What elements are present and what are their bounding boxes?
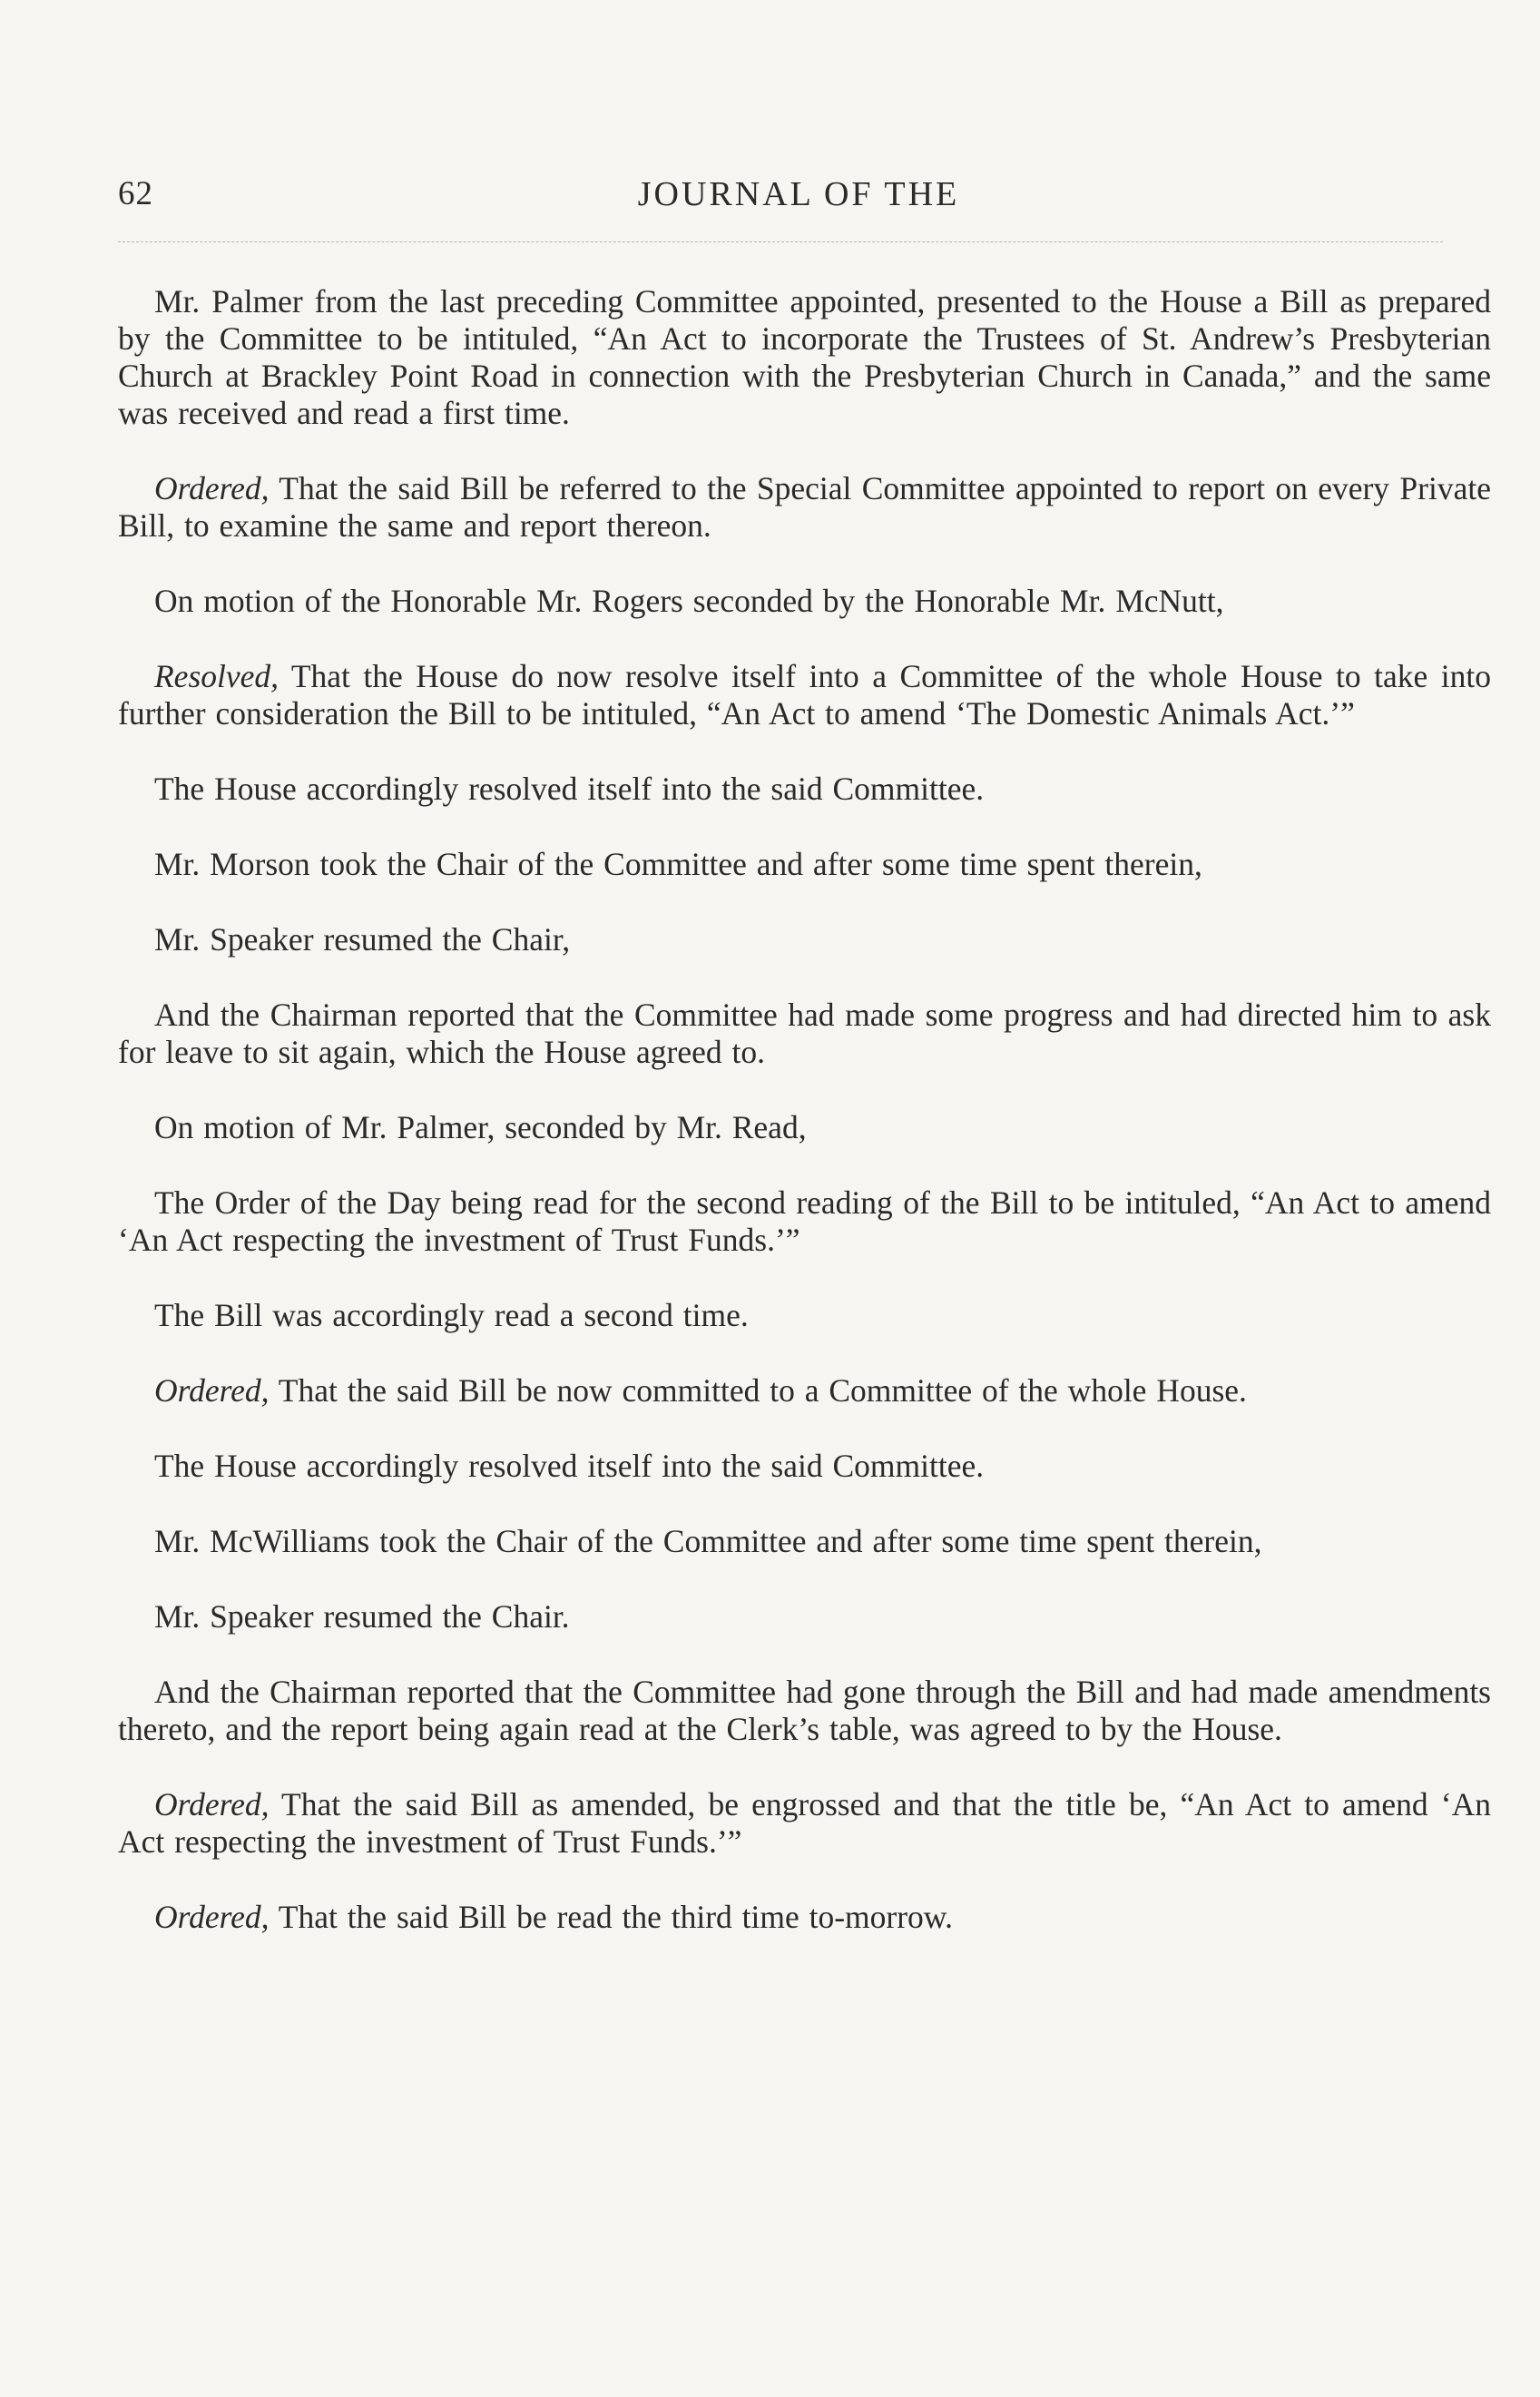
paragraph	[118, 1448, 1491, 1485]
paragraph	[118, 921, 1491, 958]
paragraph-lead: Ordered,	[154, 1786, 270, 1822]
paragraph	[118, 1899, 1491, 1936]
paragraph-text: The House accordingly resolved itself into the said Committee.	[154, 771, 985, 807]
paragraph	[118, 846, 1491, 883]
paragraph-text: On motion of the Honorable Mr. Rogers seconded by the Honorable Mr. McNutt,	[154, 583, 1224, 619]
paragraph	[118, 1109, 1491, 1146]
paragraph	[118, 1674, 1491, 1748]
header-divider	[118, 241, 1443, 242]
paragraph-text: Mr. McWilliams took the Chair of the Committee and after some time spent therein,	[154, 1523, 1262, 1559]
paragraph	[118, 997, 1491, 1071]
paragraph-lead: Ordered,	[154, 1372, 270, 1409]
paragraph	[118, 283, 1491, 432]
paragraph	[118, 658, 1491, 732]
paragraph	[118, 771, 1491, 808]
paragraph-lead: Ordered,	[154, 470, 270, 506]
paragraph-text: And the Chairman reported that the Committee had made some progress and had directed him to ask for leave to sit again, which the House agreed to.	[118, 997, 1491, 1070]
paragraph-lead: Resolved,	[154, 658, 280, 694]
paragraph-text: That the said Bill be now committed to a Committee of the whole House.	[269, 1372, 1247, 1409]
paragraph-text: On motion of Mr. Palmer, seconded by Mr. Read,	[154, 1109, 807, 1145]
paragraph	[118, 470, 1491, 545]
paragraph-text: That the said Bill as amended, be engrossed and that the title be, “An Act to amend ‘An Act respecting the investment of Trust Funds.’”	[118, 1786, 1491, 1860]
paragraph-text: The Bill was accordingly read a second time.	[154, 1297, 749, 1333]
paragraph	[118, 1523, 1491, 1560]
paragraph-text: That the said Bill be read the third time to-morrow.	[269, 1899, 954, 1935]
paragraph	[118, 583, 1491, 620]
paragraph	[118, 1598, 1491, 1636]
running-title: JOURNAL OF THE	[637, 175, 960, 213]
page-header	[118, 174, 1479, 229]
journal-body	[118, 283, 1491, 1974]
paragraph-text: That the said Bill be referred to the Special Committee appointed to report on every Private Bill, to examine the same and report thereon.	[118, 470, 1491, 544]
paragraph-text: The Order of the Day being read for the second reading of the Bill to be intituled, “An Act to amend ‘An Act respecting the investment of Trust Funds.’”	[118, 1184, 1491, 1258]
paragraph	[118, 1184, 1491, 1259]
paragraph-text: That the House do now resolve itself into a Committee of the whole House to take into further consideration the Bill to be intituled, “An Act to amend ‘The Domestic Animals Act.’”	[118, 658, 1491, 732]
paragraph-lead: Ordered,	[154, 1899, 270, 1935]
paragraph-text: Mr. Speaker resumed the Chair.	[154, 1598, 570, 1635]
paragraph-text: Mr. Morson took the Chair of the Committee and after some time spent therein,	[154, 846, 1202, 882]
paragraph	[118, 1786, 1491, 1861]
paragraph	[118, 1297, 1491, 1334]
paragraph-text: Mr. Palmer from the last preceding Committee appointed, presented to the House a Bill as prepared by the Committee to be intituled, “An Act to incorporate the Trustees of St. Andrew’s Presbyterian Church at Brackley Point Road in connection with the Presbyterian Church in Canada,” and the same was received and read a first time.	[118, 283, 1491, 431]
paragraph-text: The House accordingly resolved itself into the said Committee.	[154, 1448, 985, 1484]
page-number: 62	[118, 175, 153, 212]
paragraph	[118, 1372, 1491, 1410]
paragraph-text: And the Chairman reported that the Committee had gone through the Bill and had made amendments thereto, and the report being again read at the Clerk’s table, was agreed to by the House.	[118, 1674, 1491, 1747]
paragraph-text: Mr. Speaker resumed the Chair,	[154, 921, 571, 958]
